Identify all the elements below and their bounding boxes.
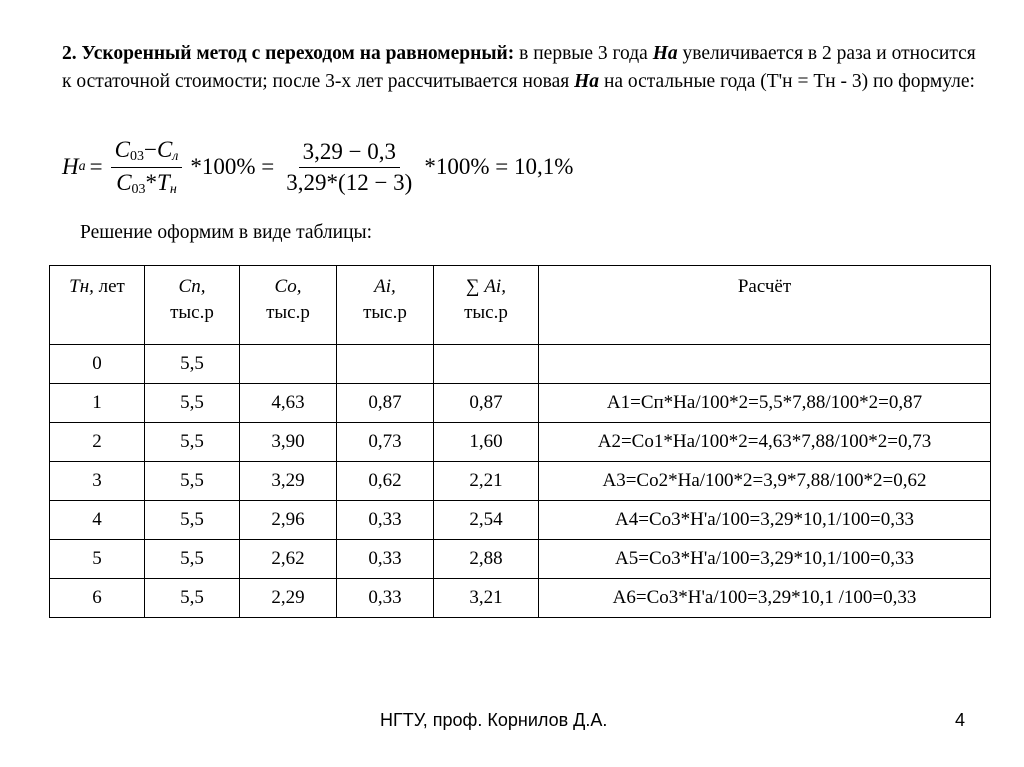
header-tn-symbol: Тн, (69, 276, 94, 297)
page-number: 4 (955, 710, 966, 730)
cell-tn: 6 (50, 579, 145, 618)
f1-num-b-sub: л (172, 148, 179, 164)
cell-sum-ai: 2,88 (434, 540, 539, 579)
formula-fraction-1 (111, 137, 183, 198)
formula-result: *100% = 10,1% (424, 154, 574, 179)
fraction-2-denominator: 3,29*(12 − 3) (286, 169, 413, 195)
fraction-1-denominator (112, 168, 181, 198)
cell-sp: 5,5 (145, 462, 240, 501)
cell-sum-ai: 2,54 (434, 501, 539, 540)
header-sum-ai (434, 266, 539, 345)
header-ai (337, 266, 434, 345)
heading-ha-1: На (652, 43, 678, 64)
cell-tn: 5 (50, 540, 145, 579)
cell-so: 2,62 (240, 540, 337, 579)
cell-ai: 0,87 (337, 384, 434, 423)
cell-sum-ai (434, 345, 539, 384)
cell-so: 3,29 (240, 462, 337, 501)
header-sum-ai-unit: тыс.р (464, 302, 508, 323)
header-so (240, 266, 337, 345)
cell-tn: 0 (50, 345, 145, 384)
table-row (50, 540, 991, 579)
cell-sp: 5,5 (145, 579, 240, 618)
formula-mid: *100% = (190, 154, 275, 179)
cell-sum-ai: 3,21 (434, 579, 539, 618)
heading-ha-2: На (574, 71, 600, 92)
table-row (50, 462, 991, 501)
table-row (50, 345, 991, 384)
cell-so: 2,96 (240, 501, 337, 540)
header-sum-ai-symbol: ∑ Аi, (466, 276, 506, 297)
cell-sp: 5,5 (145, 384, 240, 423)
header-ai-symbol: Аi, (374, 276, 396, 297)
table-row (50, 501, 991, 540)
footer-author: НГТУ, проф. Корнилов Д.А. (380, 710, 608, 730)
cell-ai (337, 345, 434, 384)
f1-num-b: С (156, 136, 173, 162)
cell-sp: 5,5 (145, 423, 240, 462)
table-row (50, 384, 991, 423)
header-sp-unit: тыс.р (170, 302, 214, 323)
header-so-symbol: Со, (274, 276, 302, 297)
heading-paragraph (62, 40, 982, 96)
cell-ai: 0,73 (337, 423, 434, 462)
cell-calculation: А4=Со3*Н'а/100=3,29*10,1/100=0,33 (539, 501, 991, 540)
table-row (50, 579, 991, 618)
cell-ai: 0,33 (337, 501, 434, 540)
cell-calculation: А5=Со3*Н'а/100=3,29*10,1/100=0,33 (539, 540, 991, 579)
cell-so (240, 345, 337, 384)
heading-text-3: на остальные года (Т'н = Тн - 3) по формуле: (599, 71, 975, 92)
header-calculation-label: Расчёт (737, 276, 792, 297)
f1-den-a: С (116, 169, 132, 195)
header-calculation (539, 266, 991, 345)
f1-den-a-sub: 03 (131, 181, 146, 197)
f1-den-b: Т (157, 169, 170, 195)
f1-num-a: С (114, 136, 130, 162)
table-intro: Решение оформим в виде таблицы: (80, 222, 373, 243)
fraction-2-numerator: 3,29 − 0,3 (299, 139, 400, 168)
cell-sp: 5,5 (145, 540, 240, 579)
heading-title: 2. Ускоренный метод с переходом на равномерный: (62, 43, 515, 64)
cell-sum-ai: 0,87 (434, 384, 539, 423)
f1-den-mult: * (145, 169, 158, 195)
formula-lhs-sub: а (78, 159, 86, 174)
cell-ai: 0,33 (337, 540, 434, 579)
cell-sum-ai: 1,60 (434, 423, 539, 462)
depreciation-table (49, 265, 991, 618)
f1-num-a-sub: 03 (129, 148, 144, 164)
cell-calculation (539, 345, 991, 384)
cell-tn: 1 (50, 384, 145, 423)
header-ai-unit: тыс.р (363, 302, 407, 323)
formula-eq: = (89, 154, 103, 179)
cell-calculation: А1=Сп*На/100*2=5,5*7,88/100*2=0,87 (539, 384, 991, 423)
depreciation-formula (62, 132, 702, 202)
header-tn-unit: лет (93, 276, 125, 297)
f1-num-minus: − (143, 136, 157, 162)
header-sp (145, 266, 240, 345)
fraction-1-numerator (111, 137, 183, 168)
header-tn (50, 266, 145, 345)
cell-sum-ai: 2,21 (434, 462, 539, 501)
header-so-unit: тыс.р (266, 302, 310, 323)
cell-sp: 5,5 (145, 501, 240, 540)
cell-tn: 2 (50, 423, 145, 462)
cell-so: 2,29 (240, 579, 337, 618)
cell-so: 4,63 (240, 384, 337, 423)
table-header-row (50, 266, 991, 345)
formula-lhs: Н (62, 154, 79, 179)
cell-tn: 3 (50, 462, 145, 501)
formula-fraction-2 (282, 139, 416, 196)
cell-ai: 0,62 (337, 462, 434, 501)
heading-text-2: увеличивается в 2 раза и относится к остаточной стоимости; после 3-х лет рассчитывается новая (62, 43, 976, 92)
cell-calculation: А3=Со2*На/100*2=3,9*7,88/100*2=0,62 (539, 462, 991, 501)
f1-den-b-sub: н (169, 181, 177, 197)
cell-ai: 0,33 (337, 579, 434, 618)
header-sp-symbol: Сп, (178, 276, 206, 297)
cell-calculation: А6=Со3*Н'а/100=3,29*10,1 /100=0,33 (539, 579, 991, 618)
cell-calculation: А2=Со1*На/100*2=4,63*7,88/100*2=0,73 (539, 423, 991, 462)
cell-so: 3,90 (240, 423, 337, 462)
table-row (50, 423, 991, 462)
heading-text-1: в первые 3 года (514, 43, 653, 64)
cell-tn: 4 (50, 501, 145, 540)
cell-sp: 5,5 (145, 345, 240, 384)
